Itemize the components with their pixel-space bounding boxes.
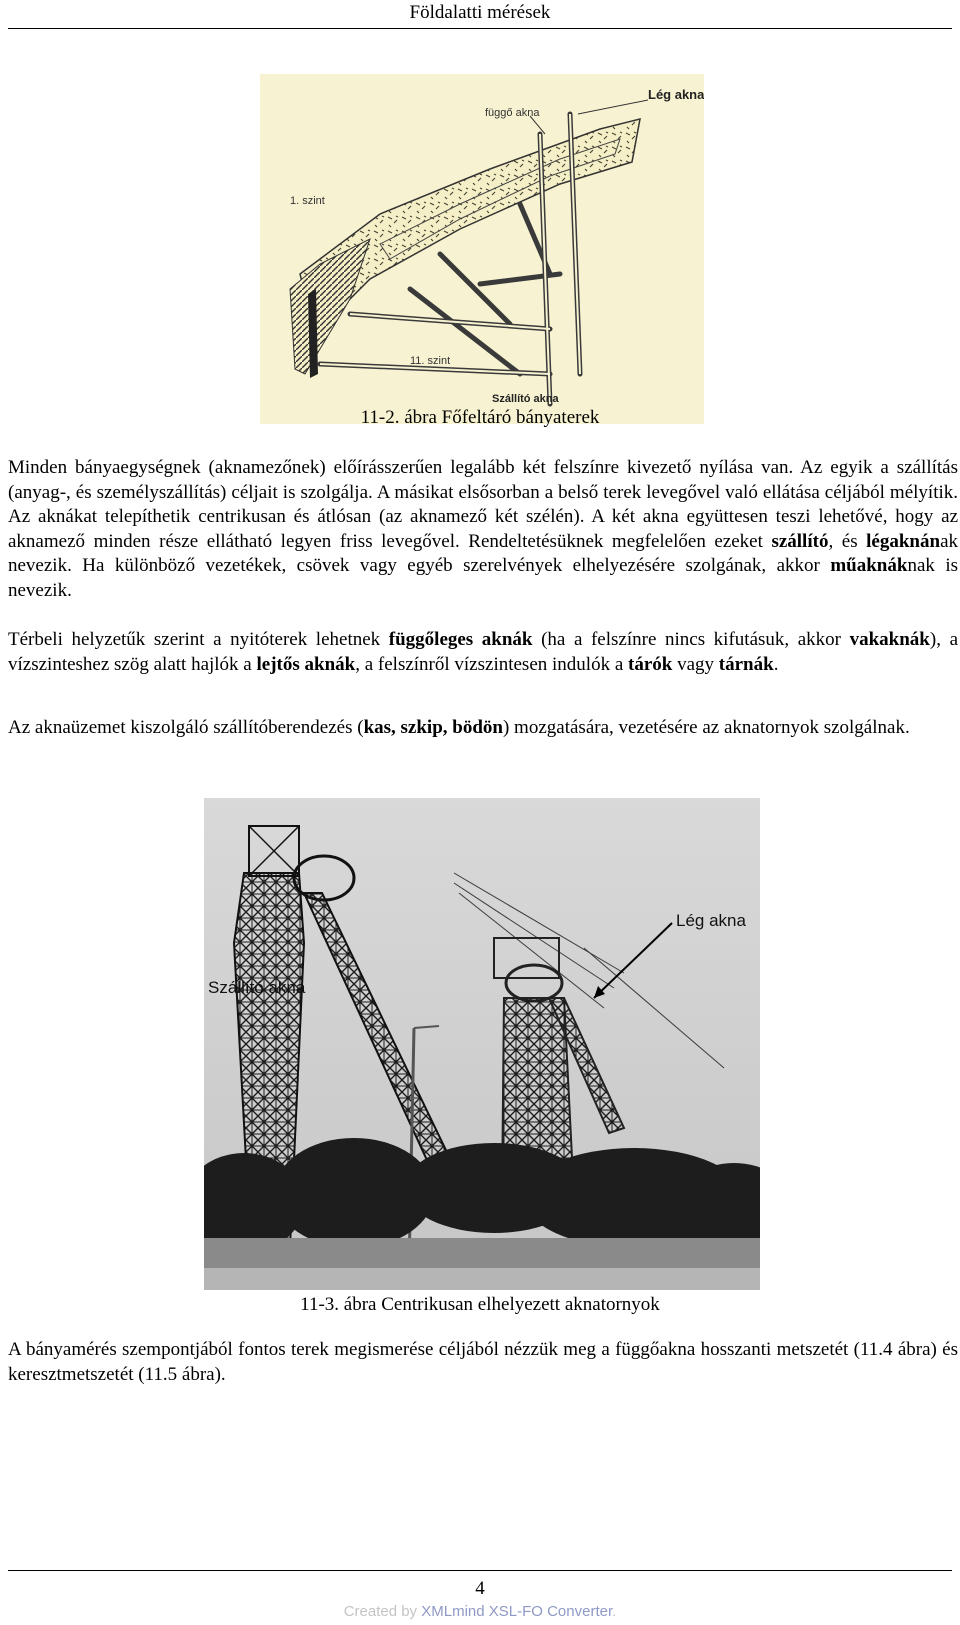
page-number: 4 (475, 1578, 485, 1599)
credit-prefix: Created by (343, 1603, 422, 1620)
header-rule (8, 28, 952, 29)
bold-term: függőleges aknák (388, 629, 533, 650)
photo-szallito-akna-label: Szállító akna (208, 978, 306, 997)
text-run: (ha a felszínre nincs kifutásuk, akkor (532, 629, 850, 650)
bold-term: vakaknák (849, 629, 930, 650)
text-run: Minden bányaegységnek (aknamezőnek) előírásszerűen legalább két felszínre kivezető nyílása van. Az egyik a szállítás (anyag-, és személyszállítás) céljait is szolgálja. A másikat elsősorban a belső terek levegővel való ellátása céljából mélyítik. Az aknákat telepíthetik centrikusan és átlósan (az aknamező két szélén). A két akna együttesen teszi lehetővé, hogy az aknamező minden része ellátható legyen friss levegővel. Rendeltetésüknek megfelelően ezeket (8, 457, 958, 552)
bold-term: műaknák (830, 555, 908, 576)
bold-term: kas, szkip, bödön (363, 717, 503, 738)
converter-credit (0, 1602, 960, 1622)
text-run: ak nevezik. Ha különböző vezetékek, csövek vagy egyéb szerelvények elhelyezésére szolgának, akkor (8, 530, 959, 576)
bold-term: tárnák (718, 653, 774, 675)
text-run: ), a vízszinteshez szög alatt hajlók a (8, 629, 958, 675)
paragraph-4 (8, 1338, 958, 1387)
paragraph-1 (8, 456, 958, 603)
credit-brand-link[interactable]: XMLmind XSL-FO Converter (421, 1603, 613, 1620)
szint2-label: 11. szint (410, 355, 451, 367)
bold-term: lejtős aknák (256, 653, 356, 675)
bold-term: szállító (771, 530, 829, 552)
szallito-akna-label: Szállító akna (492, 393, 559, 405)
running-header: Földalatti mérések (409, 2, 551, 23)
mine-section-figure (260, 74, 704, 424)
paragraph-3 (8, 716, 958, 741)
text-run: Az aknaüzemet kiszolgáló szállítóberendezés ( (8, 717, 364, 738)
photo-leg-akna-label: Lég akna (676, 911, 746, 930)
text-run: A bányamérés szempontjából fontos terek megismerése céljából nézzük meg a függőakna hosszanti metszetét (11.4 ábra) és keresztmetszetét (11.5 ábra). (8, 1339, 958, 1385)
credit-suffix: . (612, 1603, 617, 1620)
fuggo-akna-label: függő akna (485, 107, 540, 119)
bold-term: légaknán (866, 530, 941, 552)
text-run: , és (828, 530, 867, 552)
text-run: Térbeli helyzetűk szerint a nyitóterek lehetnek (8, 629, 389, 650)
text-run: vagy (672, 653, 719, 675)
paragraph-2 (8, 628, 958, 677)
text-run: . (773, 653, 779, 675)
figure2-caption: 11-3. ábra Centrikusan elhelyezett aknatornyok (300, 1294, 660, 1315)
leg-akna-label: Lég akna (648, 87, 704, 102)
headframe-photo (204, 798, 760, 1290)
text-run: nak is nevezik. (8, 555, 958, 601)
text-run: ) mozgatására, vezetésére az aknatornyok szolgálnak. (502, 717, 910, 738)
footer-rule (8, 1570, 952, 1571)
bold-term: tárók (628, 653, 673, 675)
figure1-caption: 11-2. ábra Főfeltáró bányaterek (360, 407, 600, 428)
szint1-label: 1. szint (290, 195, 325, 207)
text-run: , a felszínről vízszintesen indulók a (355, 653, 629, 675)
